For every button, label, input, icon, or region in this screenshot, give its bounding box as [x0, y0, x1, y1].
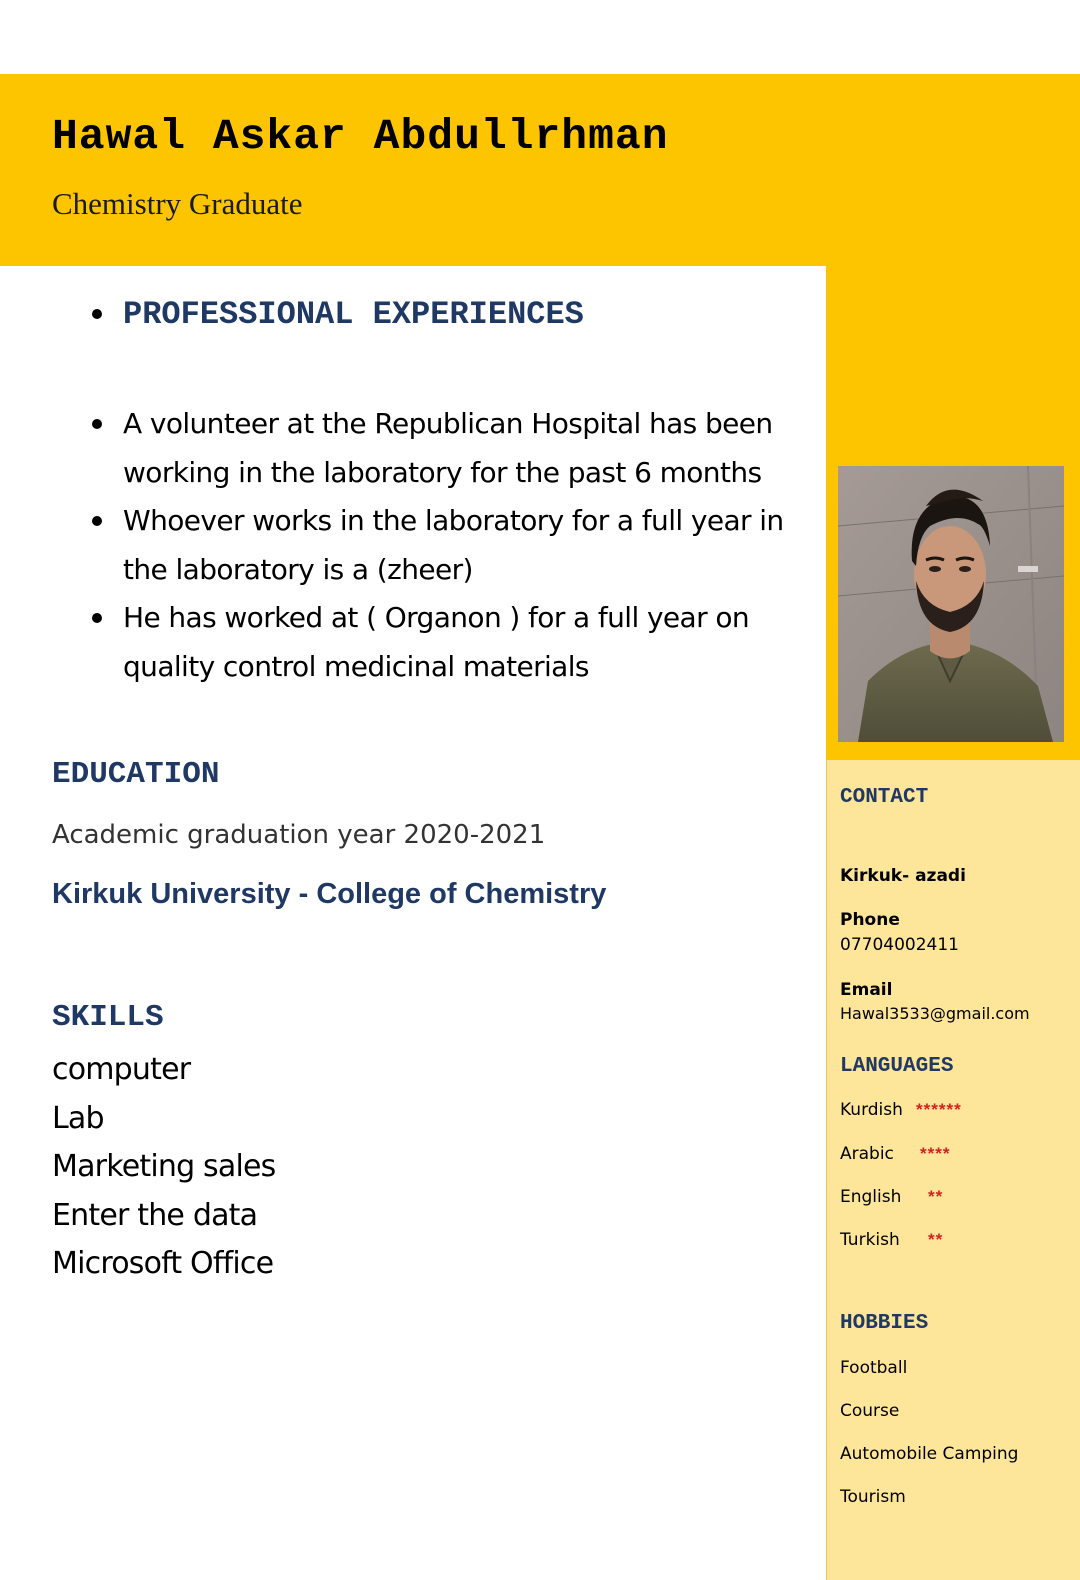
language-name: Kurdish: [840, 1100, 903, 1120]
education-year: Academic graduation year 2020-2021: [52, 820, 546, 850]
experience-item: Whoever works in the laboratory for a full year in the laboratory is a (zheer): [123, 504, 784, 586]
language-rating: ******: [916, 1100, 962, 1119]
header-band: [0, 74, 1080, 266]
hobby-item: Course: [840, 1401, 900, 1421]
experience-bullet: [92, 516, 102, 526]
hobby-item: Tourism: [840, 1487, 906, 1507]
languages-heading: LANGUAGES: [840, 1055, 954, 1078]
candidate-title: Chemistry Graduate: [52, 186, 303, 221]
language-rating: ****: [920, 1144, 951, 1163]
candidate-name: Hawal Askar Abdullrhman: [52, 112, 669, 161]
skill-item: Enter the data: [52, 1197, 258, 1233]
profile-photo-illustration: [838, 466, 1064, 742]
language-name: Arabic: [840, 1144, 894, 1164]
experience-bullet: [92, 613, 102, 623]
hobbies-heading: HOBBIES: [840, 1312, 929, 1335]
experience-heading-bullet: [92, 309, 102, 319]
contact-email: Hawal3533@gmail.com: [840, 1004, 1030, 1023]
hobby-item: Automobile Camping: [840, 1444, 1019, 1464]
skill-item: Marketing sales: [52, 1149, 276, 1184]
education-school: Kirkuk University - College of Chemistry: [52, 878, 607, 910]
skill-item: Lab: [52, 1100, 104, 1136]
skill-item: computer: [52, 1052, 191, 1087]
hobby-item: Football: [840, 1358, 908, 1378]
experience-bullet: [92, 419, 102, 429]
experience-item: He has worked at ( Organon ) for a full year on quality control medicinal materials: [123, 601, 749, 683]
experience-item: A volunteer at the Republican Hospital has been working in the laboratory for the past 6 months: [123, 407, 773, 489]
contact-phone: 07704002411: [840, 935, 959, 955]
contact-email-label: Email: [840, 980, 893, 1000]
profile-photo: [838, 466, 1064, 742]
language-name: English: [840, 1187, 902, 1207]
language-rating: **: [928, 1187, 944, 1206]
contact-address: Kirkuk- azadi: [840, 866, 966, 886]
skills-heading: SKILLS: [52, 1000, 164, 1035]
language-rating: **: [928, 1230, 944, 1249]
language-name: Turkish: [840, 1230, 900, 1250]
skills-list: [52, 1046, 276, 1289]
experience-heading: PROFESSIONAL EXPERIENCES: [123, 296, 584, 333]
education-heading: EDUCATION: [52, 757, 220, 792]
contact-heading: CONTACT: [840, 786, 929, 809]
skill-item: Microsoft Office: [52, 1246, 274, 1281]
contact-phone-label: Phone: [840, 910, 900, 930]
